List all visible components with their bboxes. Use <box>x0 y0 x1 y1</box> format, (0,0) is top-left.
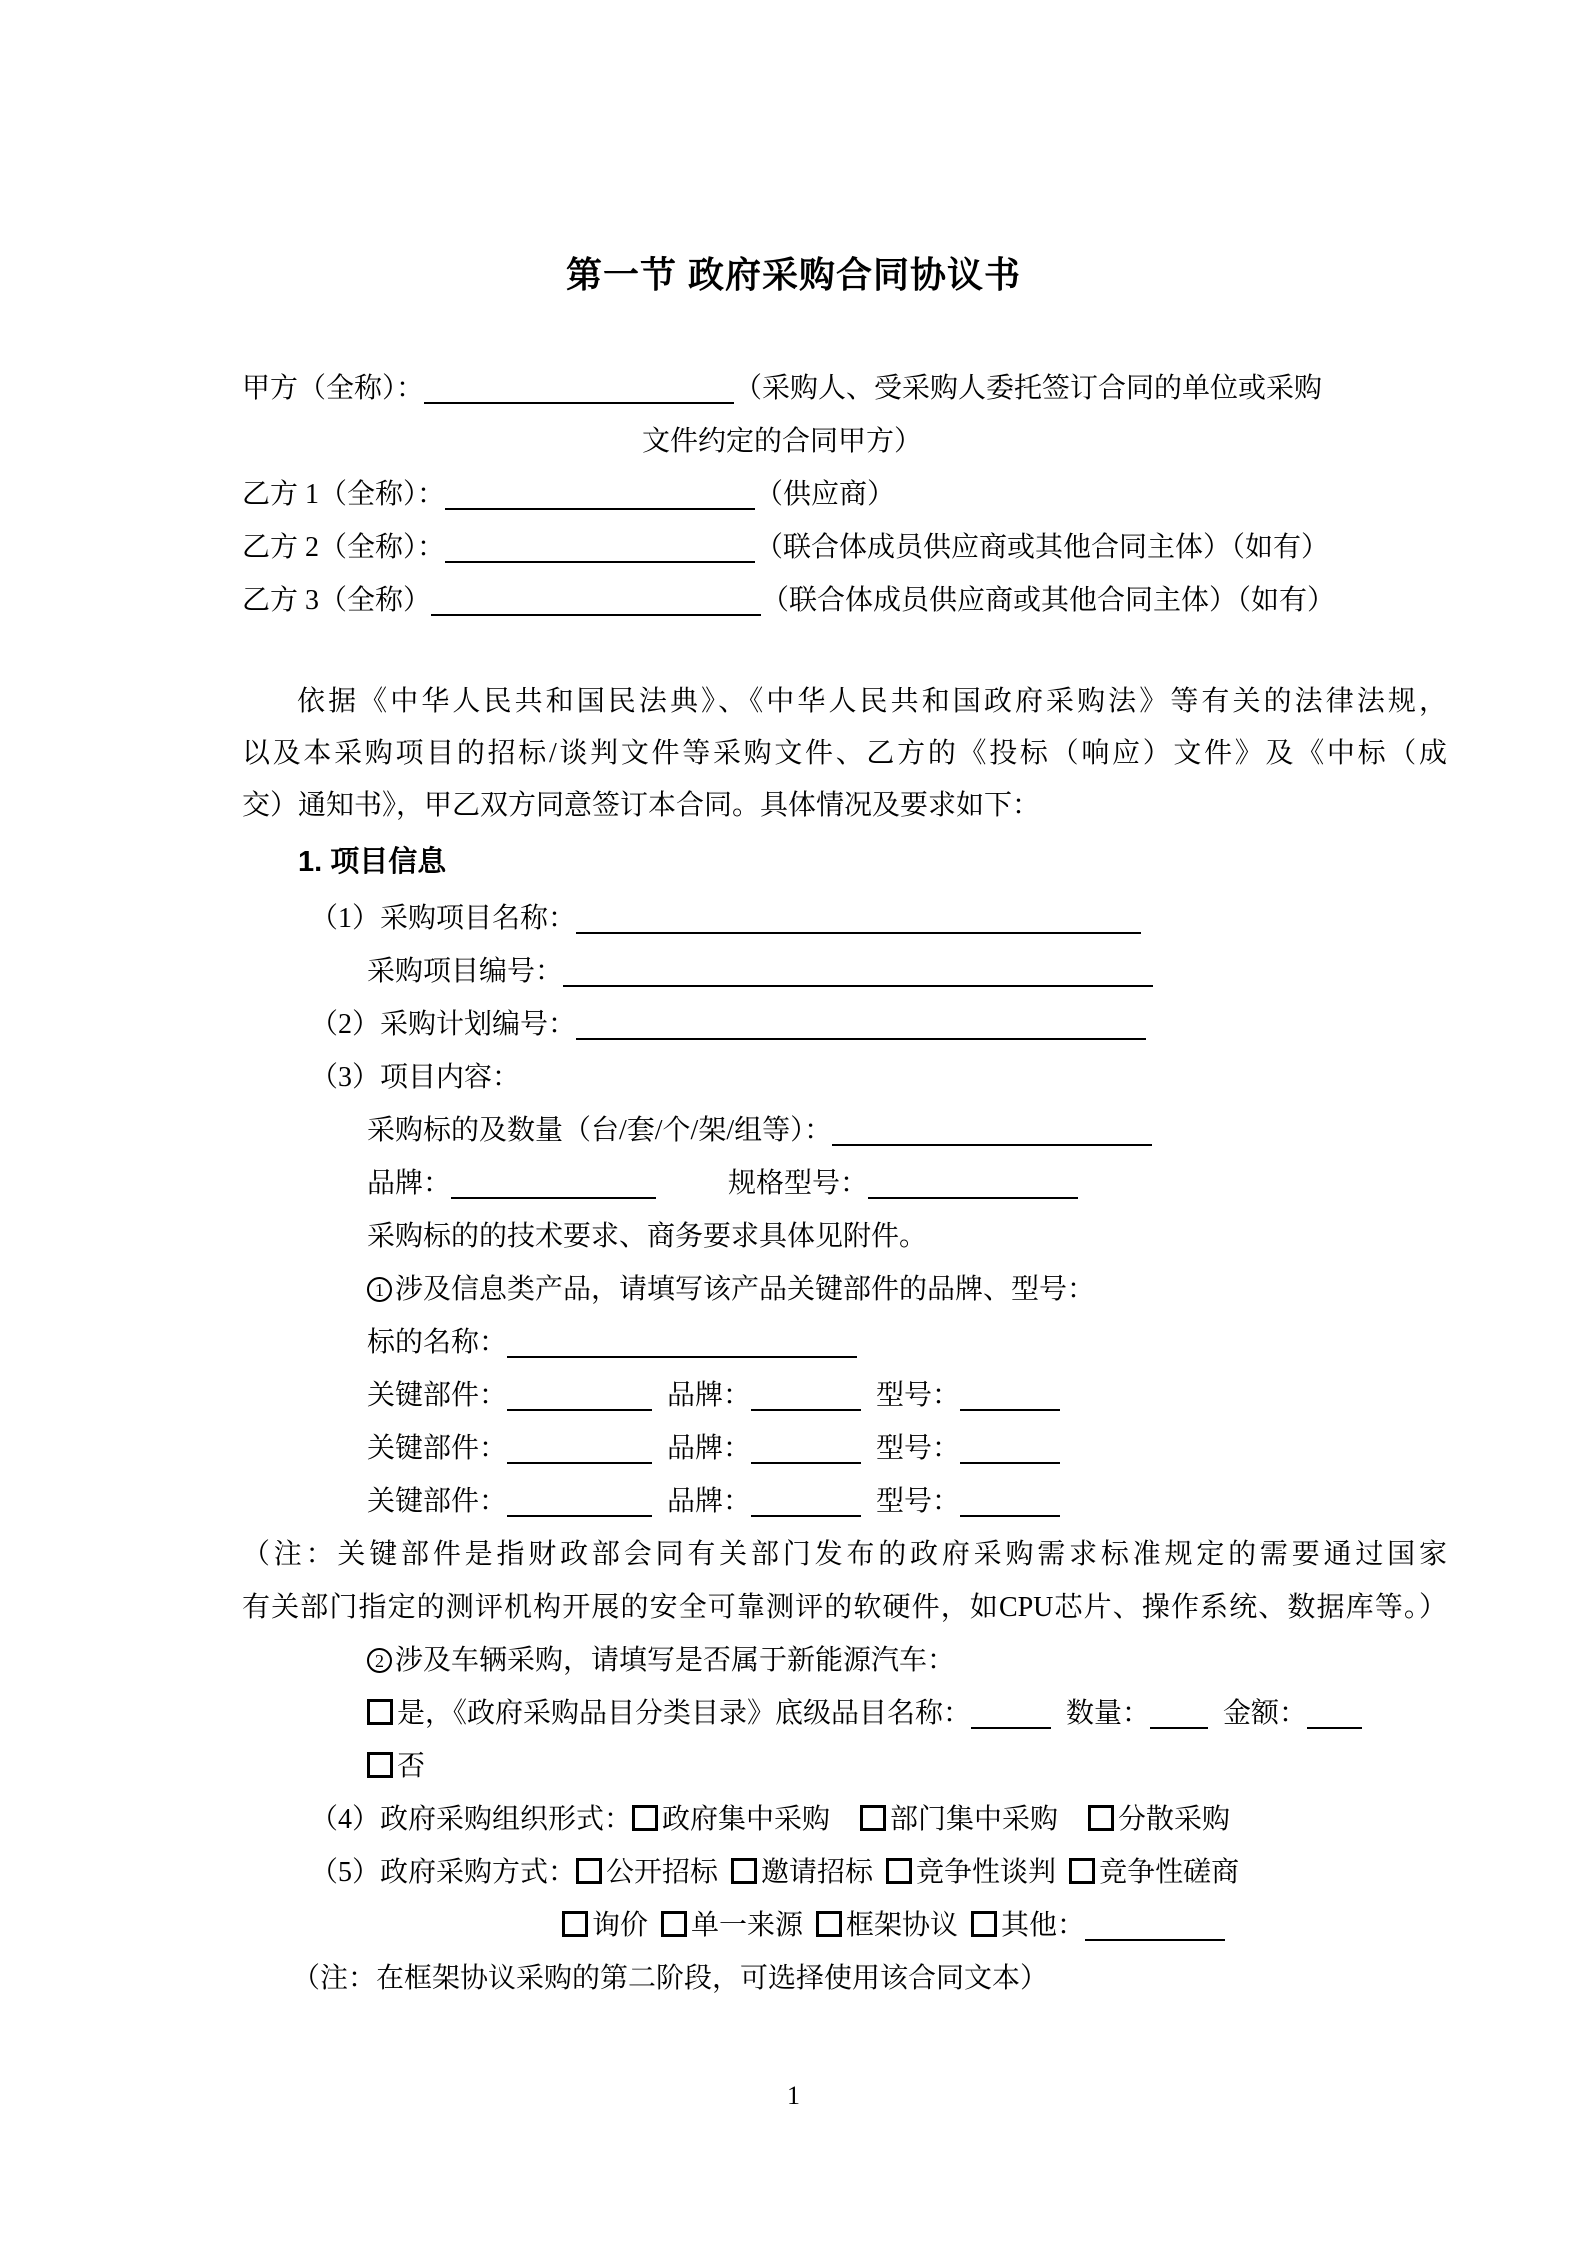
party-b1-line <box>242 468 1447 521</box>
circled-1-icon: 1 <box>367 1277 392 1302</box>
option-framework-agreement-label: 框架协议 <box>846 1910 959 1941</box>
key-brand-label: 品牌： <box>667 1433 752 1464</box>
checkbox-competitive-consultation[interactable] <box>1069 1858 1095 1884</box>
other-blank[interactable] <box>1085 1907 1225 1941</box>
party-b2-line <box>242 521 1447 574</box>
option-framework-agreement <box>816 1910 958 1941</box>
checkbox-public-tender[interactable] <box>576 1858 602 1884</box>
key-part-row-2 <box>242 1422 1447 1475</box>
key-model-label: 型号： <box>876 1380 961 1411</box>
key-model-3-blank[interactable] <box>960 1483 1060 1517</box>
subject-qty-blank[interactable] <box>832 1112 1152 1146</box>
option-centralized-gov <box>632 1804 830 1835</box>
party-b3-blank[interactable] <box>431 582 761 616</box>
project-content-line <box>242 1051 1447 1104</box>
option-decentralized <box>1088 1804 1230 1835</box>
vehicle-line <box>242 1634 1447 1687</box>
subject-qty-label: 采购标的及数量（台/套/个/架/组等）： <box>367 1115 833 1146</box>
procurement-method-line <box>242 1846 1447 1899</box>
key-model-1-blank[interactable] <box>960 1377 1060 1411</box>
spec-label: 规格型号： <box>728 1168 869 1199</box>
project-name-blank[interactable] <box>576 900 1141 934</box>
party-b1-blank[interactable] <box>445 476 755 510</box>
page-number: 1 <box>787 2081 800 2110</box>
key-part-label: 关键部件： <box>367 1380 508 1411</box>
option-decentralized-label: 分散采购 <box>1118 1804 1231 1835</box>
checkbox-centralized-dept[interactable] <box>860 1805 886 1831</box>
info-product-text: 涉及信息类产品，请填写该产品关键部件的品牌、型号： <box>395 1274 1096 1305</box>
party-b2-label: 乙方 2（全称）： <box>242 532 446 563</box>
subject-name-label: 标的名称： <box>367 1327 508 1358</box>
key-brand-1-blank[interactable] <box>751 1377 861 1411</box>
checkbox-single-source[interactable] <box>661 1911 687 1937</box>
party-b1-label: 乙方 1（全称）： <box>242 479 446 510</box>
key-model-label: 型号： <box>876 1433 961 1464</box>
key-part-label: 关键部件： <box>367 1486 508 1517</box>
key-part-2-blank[interactable] <box>507 1430 652 1464</box>
organization-form-line <box>242 1793 1447 1846</box>
party-a-note: （采购人、受采购人委托签订合同的单位或采购 <box>734 373 1323 404</box>
subject-qty-line <box>242 1104 1447 1157</box>
info-product-line <box>242 1263 1447 1316</box>
party-a-note-line2 <box>242 415 1447 468</box>
option-inquiry-label: 询价 <box>592 1910 649 1941</box>
procurement-method-line2 <box>242 1899 1447 1952</box>
party-a-blank[interactable] <box>424 370 734 404</box>
key-part-1-blank[interactable] <box>507 1377 652 1411</box>
key-part-3-blank[interactable] <box>507 1483 652 1517</box>
circled-2-icon: 2 <box>367 1648 392 1673</box>
spec-blank[interactable] <box>868 1165 1078 1199</box>
party-b3-label: 乙方 3（全称） <box>242 585 432 616</box>
subject-name-line <box>242 1316 1447 1369</box>
project-content-label: （3）项目内容： <box>310 1062 521 1093</box>
party-b3-line <box>242 574 1447 627</box>
preamble-paragraph <box>242 676 1447 832</box>
quantity-label: 数量： <box>1066 1698 1151 1729</box>
key-model-2-blank[interactable] <box>960 1430 1060 1464</box>
option-public-tender <box>576 1857 718 1888</box>
project-code-line <box>242 945 1447 998</box>
preamble-line2: 以及本采购项目的招标/谈判文件等采购文件、乙方的《投标（响应）文件》及《中标（成 <box>242 738 1447 769</box>
checkbox-framework-agreement[interactable] <box>816 1911 842 1937</box>
key-brand-label: 品牌： <box>667 1380 752 1411</box>
option-centralized-dept-label: 部门集中采购 <box>890 1804 1059 1835</box>
preamble-line1: 依据《中华人民共和国民法典》、《中华人民共和国政府采购法》等有关的法律法规， <box>297 686 1447 717</box>
party-b1-note: （供应商） <box>755 479 896 510</box>
checkbox-new-energy-no[interactable] <box>367 1752 393 1778</box>
option-single-source-label: 单一来源 <box>691 1910 804 1941</box>
checkbox-competitive-negotiation[interactable] <box>886 1858 912 1884</box>
key-brand-2-blank[interactable] <box>751 1430 861 1464</box>
option-inquiry <box>562 1910 648 1941</box>
option-public-tender-label: 公开招标 <box>606 1857 719 1888</box>
option-competitive-consultation-label: 竞争性磋商 <box>1099 1857 1240 1888</box>
key-model-label: 型号： <box>876 1486 961 1517</box>
key-part-note-line1: （注：关键部件是指财政部会同有关部门发布的政府采购需求标准规定的需要通过国家 <box>242 1539 1447 1570</box>
option-invited-tender-label: 邀请招标 <box>761 1857 874 1888</box>
option-competitive-consultation <box>1069 1857 1239 1888</box>
key-brand-label: 品牌： <box>667 1486 752 1517</box>
amount-label: 金额： <box>1223 1698 1308 1729</box>
section1-heading: 1. 项目信息 <box>298 846 447 878</box>
quantity-blank[interactable] <box>1150 1695 1208 1729</box>
key-part-label: 关键部件： <box>367 1433 508 1464</box>
option-competitive-negotiation-label: 竞争性谈判 <box>916 1857 1057 1888</box>
brand-label: 品牌： <box>367 1168 452 1199</box>
amount-blank[interactable] <box>1307 1695 1362 1729</box>
option-competitive-negotiation <box>886 1857 1056 1888</box>
option-other <box>971 1910 1225 1941</box>
project-name-label: （1）采购项目名称： <box>310 903 577 934</box>
option-other-label: 其他： <box>1001 1910 1086 1941</box>
key-brand-3-blank[interactable] <box>751 1483 861 1517</box>
plan-code-line <box>242 998 1447 1051</box>
new-energy-yes-label: 是，《政府采购品目分类目录》底级品目名称： <box>397 1698 972 1729</box>
procurement-method-label: （5）政府采购方式： <box>310 1857 577 1888</box>
option-invited-tender <box>731 1857 873 1888</box>
option-single-source <box>661 1910 803 1941</box>
party-a-note2-text: 文件约定的合同甲方） <box>642 426 923 457</box>
document-content <box>242 0 1447 2005</box>
new-energy-no-line <box>242 1740 1447 1793</box>
new-energy-yes-line <box>242 1687 1447 1740</box>
key-part-row-3 <box>242 1475 1447 1528</box>
option-centralized-gov-label: 政府集中采购 <box>662 1804 831 1835</box>
page-title: 第一节 政府采购合同协议书 <box>565 254 1021 295</box>
plan-code-blank[interactable] <box>576 1006 1146 1040</box>
checkbox-invited-tender[interactable] <box>731 1858 757 1884</box>
key-part-note-line2: 有关部门指定的测评机构开展的安全可靠测评的软硬件，如CPU芯片、操作系统、数据库等。） <box>242 1592 1447 1623</box>
party-block <box>242 362 1447 627</box>
party-b2-blank[interactable] <box>445 529 755 563</box>
checkbox-centralized-gov[interactable] <box>632 1805 658 1831</box>
preamble-line3: 交）通知书》，甲乙双方同意签订本合同。具体情况及要求如下： <box>242 790 1041 821</box>
brand-spec-line <box>242 1157 1447 1210</box>
key-part-row-1 <box>242 1369 1447 1422</box>
checkbox-inquiry[interactable] <box>562 1911 588 1937</box>
framework-note-line: （注：在框架协议采购的第二阶段，可选择使用该合同文本） <box>292 1963 1049 1994</box>
brand-blank[interactable] <box>451 1165 656 1199</box>
checkbox-other[interactable] <box>971 1911 997 1937</box>
organization-form-label: （4）政府采购组织形式： <box>310 1804 633 1835</box>
subject-name-blank[interactable] <box>507 1324 857 1358</box>
party-a-line <box>242 362 1447 415</box>
plan-code-label: （2）采购计划编号： <box>310 1009 577 1040</box>
vehicle-text: 涉及车辆采购，请填写是否属于新能源汽车： <box>395 1645 956 1676</box>
bottom-category-name-blank[interactable] <box>971 1695 1051 1729</box>
new-energy-no-label: 否 <box>397 1751 426 1782</box>
project-code-blank[interactable] <box>563 953 1153 987</box>
project-name-line <box>242 892 1447 945</box>
checkbox-decentralized[interactable] <box>1088 1805 1114 1831</box>
party-b3-note: （联合体成员供应商或其他合同主体）（如有） <box>761 585 1336 616</box>
party-b2-note: （联合体成员供应商或其他合同主体）（如有） <box>755 532 1330 563</box>
tech-requirement-line: 采购标的的技术要求、商务要求具体见附件。 <box>367 1221 928 1252</box>
option-centralized-dept <box>860 1804 1058 1835</box>
checkbox-new-energy-yes[interactable] <box>367 1699 393 1725</box>
project-code-label: 采购项目编号： <box>367 956 564 987</box>
party-a-label: 甲方（全称）： <box>242 373 425 404</box>
